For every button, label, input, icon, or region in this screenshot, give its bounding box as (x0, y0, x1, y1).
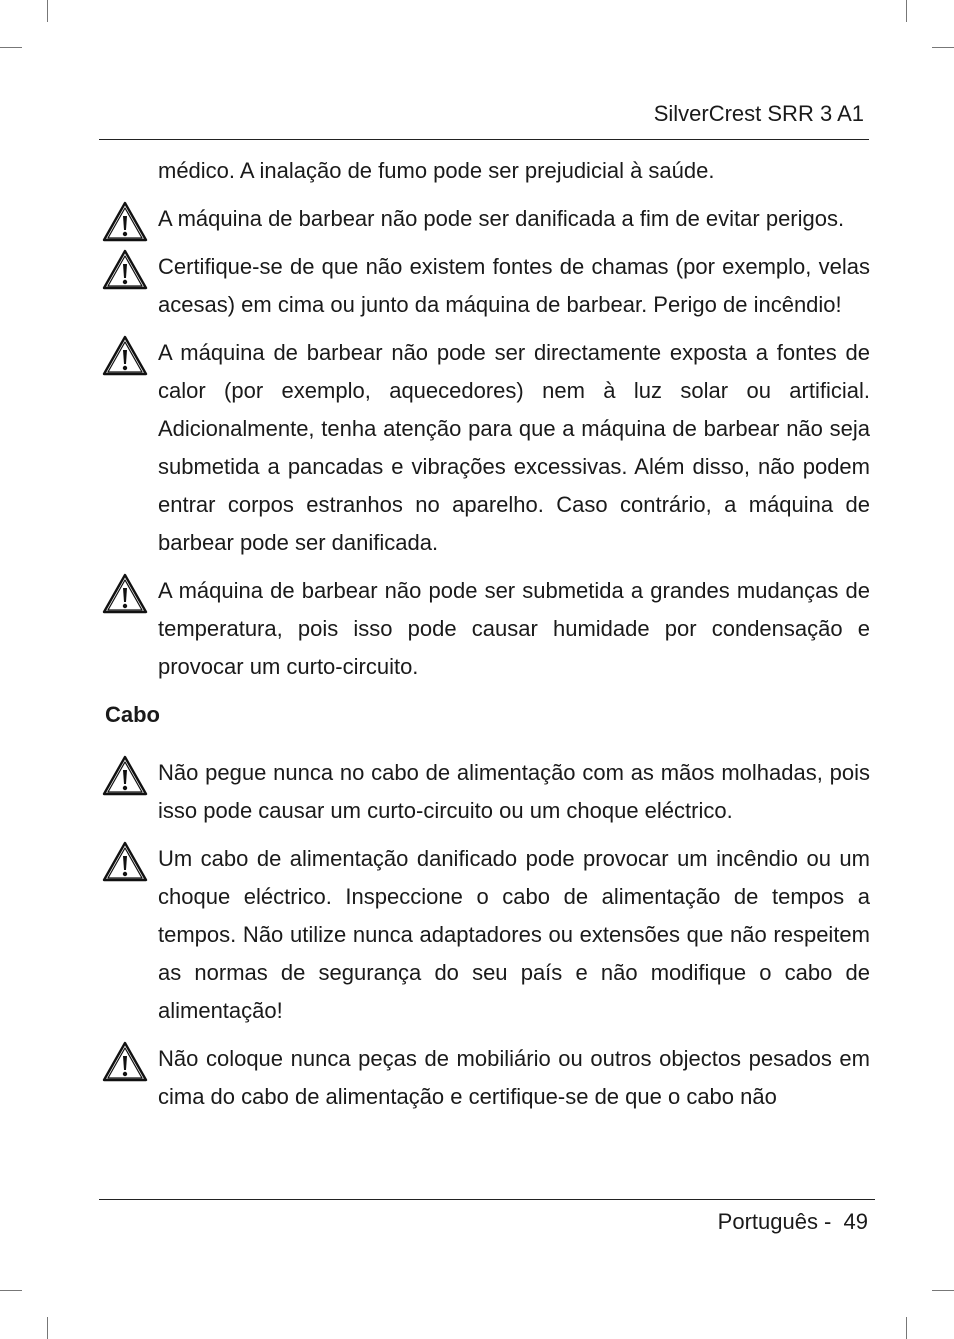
paragraph (100, 754, 870, 830)
paragraph-text: Um cabo de alimentação danificado pode provocar um incêndio ou um choque eléctrico. Inspeccione o cabo de alimentação de tempos a tempos. Não utilize nunca adaptadores ou extensões que não respeitem as normas de segurança do seu país e não modifique o cabo de alimentação! (158, 846, 870, 1023)
warning-triangle-icon (102, 334, 148, 376)
footer (718, 1207, 868, 1237)
paragraph-text: A máquina de barbear não pode ser directamente exposta a fontes de calor (por exemplo, aquecedores) nem à luz solar ou artificial. Adicionalmente, tenha atenção para que a máquina de barbear não seja submetida a pancadas e vibrações excessivas. Além disso, não podem entrar corpos estranhos no aparelho. Caso contrário, a máquina de barbear pode ser danificada. (158, 340, 870, 555)
warning-triangle-icon (102, 248, 148, 290)
section-heading: Cabo (105, 702, 160, 727)
warning-triangle-icon (102, 572, 148, 614)
paragraph-group-before (100, 152, 870, 686)
crop-mark (0, 1290, 22, 1291)
crop-mark (932, 47, 954, 48)
warning-triangle-icon (102, 1040, 148, 1082)
paragraph-text: A máquina de barbear não pode ser danificada a fim de evitar perigos. (158, 206, 845, 231)
warning-triangle-icon (102, 840, 148, 882)
warning-triangle-icon (102, 754, 148, 796)
paragraph (100, 840, 870, 1030)
paragraph (100, 1040, 870, 1116)
paragraph (100, 248, 870, 324)
paragraph (100, 334, 870, 562)
footer-rule (99, 1199, 875, 1200)
paragraph-text: Certifique-se de que não existem fontes de chamas (por exemplo, velas acesas) em cima ou junto da máquina de barbear. Perigo de incêndio! (158, 254, 870, 317)
page-number: 49 (843, 1209, 868, 1234)
crop-mark (906, 0, 907, 22)
crop-mark (47, 1317, 48, 1339)
page-content (100, 152, 870, 1126)
crop-mark (932, 1290, 954, 1291)
header-title: SilverCrest SRR 3 A1 (653, 101, 864, 126)
paragraph (100, 200, 870, 238)
paragraph-text: A máquina de barbear não pode ser submetida a grandes mudanças de temperatura, pois isso pode causar humidade por condensação e provocar um curto-circuito. (158, 578, 870, 679)
paragraph-text: Não coloque nunca peças de mobiliário ou outros objectos pesados em cima do cabo de alimentação e certifique-se de que o cabo não (158, 1046, 870, 1109)
paragraph-text: médico. A inalação de fumo pode ser prejudicial à saúde. (158, 158, 715, 183)
crop-mark (47, 0, 48, 22)
paragraph-group-after (100, 754, 870, 1116)
warning-triangle-icon (102, 200, 148, 242)
paragraph (100, 572, 870, 686)
paragraph (100, 152, 870, 190)
footer-language: Português - (717, 1209, 832, 1234)
paragraph-text: Não pegue nunca no cabo de alimentação com as mãos molhadas, pois isso pode causar um curto-circuito ou um choque eléctrico. (158, 760, 870, 823)
header-rule (99, 139, 869, 140)
crop-mark (0, 47, 22, 48)
crop-mark (906, 1317, 907, 1339)
